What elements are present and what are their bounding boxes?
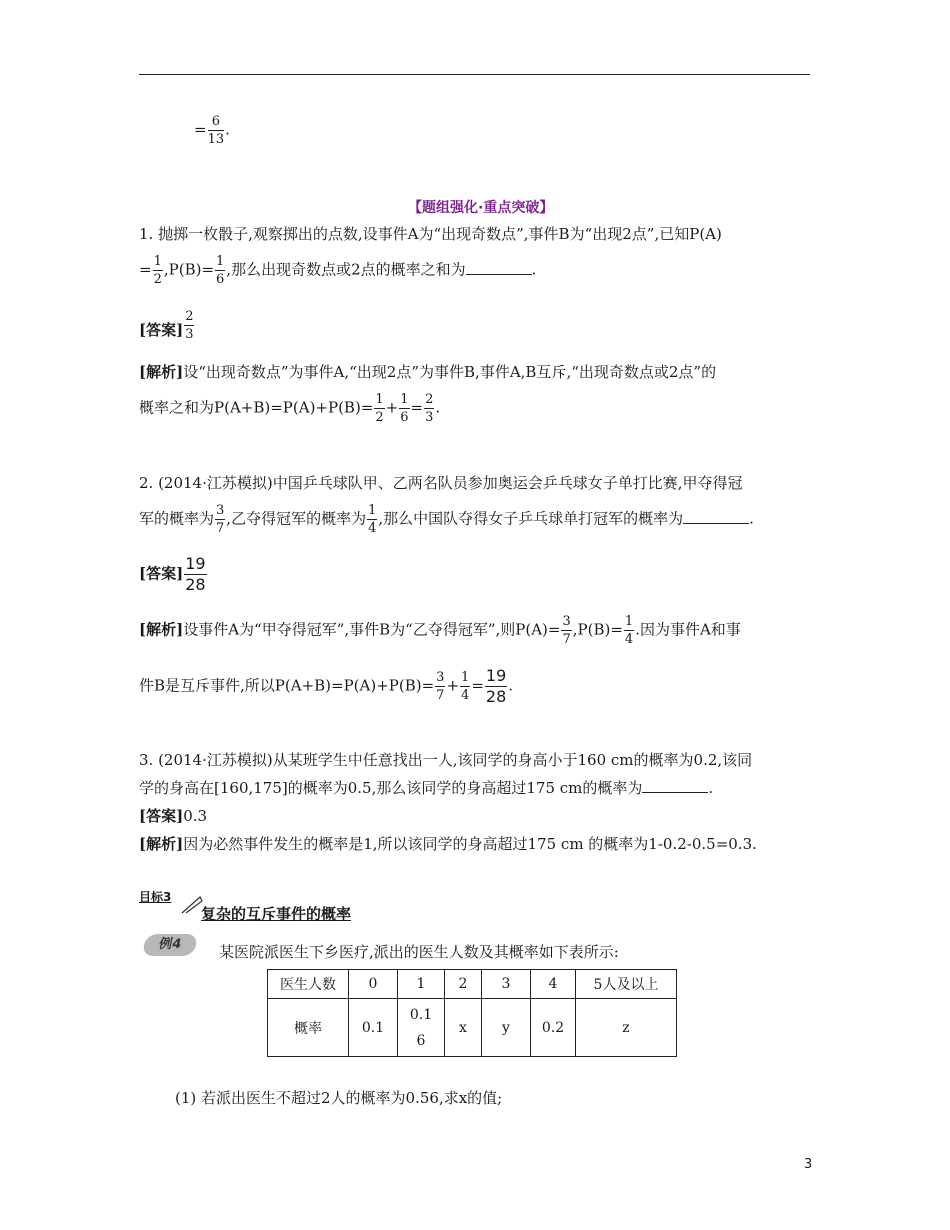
fraction: $\frac{6}{13}$ — [207, 114, 225, 147]
probability-table — [267, 969, 677, 1057]
answer-label: [答案] — [139, 807, 184, 825]
fraction: $\frac{2}{3}$ — [425, 392, 434, 425]
table-cell: 0.1 6 — [398, 999, 445, 1057]
table-cell: 4 — [531, 970, 576, 999]
fraction: $\frac{3}{7}$ — [562, 614, 571, 647]
answer-label: [答案] — [139, 321, 184, 339]
section-title: 【题组强化·重点突破】 — [408, 200, 554, 216]
example-intro: 某医院派医生下乡医疗,派出的医生人数及其概率如下表所示: — [219, 943, 619, 961]
table-header-row — [268, 970, 677, 999]
q2-analysis-line1: [解析]设事件A为“甲夺得冠军”,事件B为“乙夺得冠军”,则P(A)= $\frac{3}{7}$ ,P(B)= $\frac{1}{4}$ .因为事件A和事 — [139, 614, 741, 647]
goal-title: 复杂的互斥事件的概率 — [201, 905, 352, 923]
answer-blank — [642, 778, 708, 793]
q2-answer — [139, 556, 208, 593]
header-rule — [139, 74, 810, 75]
analysis-label: [解析] — [139, 835, 184, 853]
q1-stem-line2: = $\frac{1}{2}$ ,P(B)= $\frac{1}{6}$ ,那么出现奇数点或2点的概率之和为 . — [139, 254, 537, 287]
fraction: $\frac{1}{4}$ — [461, 670, 470, 703]
fraction: $\frac{1}{4}$ — [368, 503, 377, 536]
table-cell: 3 — [482, 970, 531, 999]
fraction: $\frac{1}{6}$ — [400, 392, 409, 425]
table-cell: 2 — [445, 970, 482, 999]
q3-stem-line1: 3. (2014·江苏模拟)从某班学生中任意找出一人,该同学的身高小于160 cm的概率为0.2,该同 — [139, 751, 753, 769]
fraction: $\frac{1}{2}$ — [153, 254, 162, 287]
q2-stem-line1: 2. (2014·江苏模拟)中国乒乓球队甲、乙两名队员参加奥运会乒乓球女子单打比赛,甲夺得冠 — [139, 474, 743, 492]
table-cell: 0.1 — [349, 999, 398, 1057]
q3-stem-line2: 学的身高在[160,175]的概率为0.5,那么该同学的身高超过175 cm的概率为 . — [139, 779, 714, 797]
fraction: $\frac{2}{3}$ — [185, 309, 194, 342]
table-cell: z — [576, 999, 677, 1057]
q3-analysis: [解析]因为必然事件发生的概率是1,所以该同学的身高超过175 cm 的概率为1-0.2-0.5=0.3. — [139, 835, 757, 853]
answer-blank — [466, 260, 532, 275]
table-row — [268, 999, 677, 1057]
fraction: $\frac{3}{7}$ — [216, 503, 225, 536]
fraction: $\frac{1}{6}$ — [216, 254, 225, 287]
answer-blank — [683, 509, 749, 524]
answer-label: [答案] — [139, 564, 184, 583]
analysis-label: [解析] — [139, 620, 184, 639]
table-cell: y — [482, 999, 531, 1057]
analysis-label: [解析] — [139, 363, 184, 381]
fraction: $\frac{1}{2}$ — [375, 392, 384, 425]
fraction: $\frac{1}{4}$ — [624, 614, 634, 647]
subquestion-1: (1) 若派出医生不超过2人的概率为0.56,求x的值; — [175, 1089, 503, 1107]
q2-stem-line2: 军的概率为 $\frac{3}{7}$ ,乙夺得冠军的概率为 $\frac{1}{4}$ ,那么中国队夺得女子乒乓球单打冠军的概率为 . — [139, 503, 754, 536]
table-cell: x — [445, 999, 482, 1057]
page-number: 3 — [804, 1157, 813, 1172]
table-cell: 1 — [398, 970, 445, 999]
table-cell: 0.2 — [531, 999, 576, 1057]
equals-sign: = — [194, 120, 207, 139]
table-cell: 医生人数 — [268, 970, 349, 999]
example-badge: 例4 — [142, 934, 199, 956]
q3-answer: [答案]0.3 — [139, 807, 208, 825]
table-cell: 5人及以上 — [576, 970, 677, 999]
goal-label: 目标3 — [139, 890, 172, 904]
top-fraction-line: = $\frac{6}{13}$ . — [194, 114, 230, 147]
q1-analysis-line2: 概率之和为P(A+B)=P(A)+P(B)= $\frac{1}{2}$ + $\frac{1}{6}$ = $\frac{2}{3}$ . — [139, 392, 441, 425]
fraction: $\frac{19}{28}$ — [185, 554, 206, 594]
q1-stem-line1: 1. 抛掷一枚骰子,观察掷出的点数,设事件A为“出现奇数点”,事件B为“出现2点”,已知P(A) — [139, 225, 722, 243]
fraction: $\frac{19}{28}$ — [485, 666, 507, 706]
table-cell: 0 — [349, 970, 398, 999]
q2-analysis-line2: 件B是互斥事件,所以P(A+B)=P(A)+P(B)= $\frac{3}{7}$ + $\frac{1}{4}$ = $\frac{19}{28}$ . — [139, 666, 514, 706]
table-cell: 概率 — [268, 999, 349, 1057]
fraction: $\frac{3}{7}$ — [436, 670, 445, 703]
q1-answer — [139, 310, 195, 341]
q1-analysis-line1: [解析]设“出现奇数点”为事件A,“出现2点”为事件B,事件A,B互斥,“出现奇数点或2点”的 — [139, 363, 717, 381]
